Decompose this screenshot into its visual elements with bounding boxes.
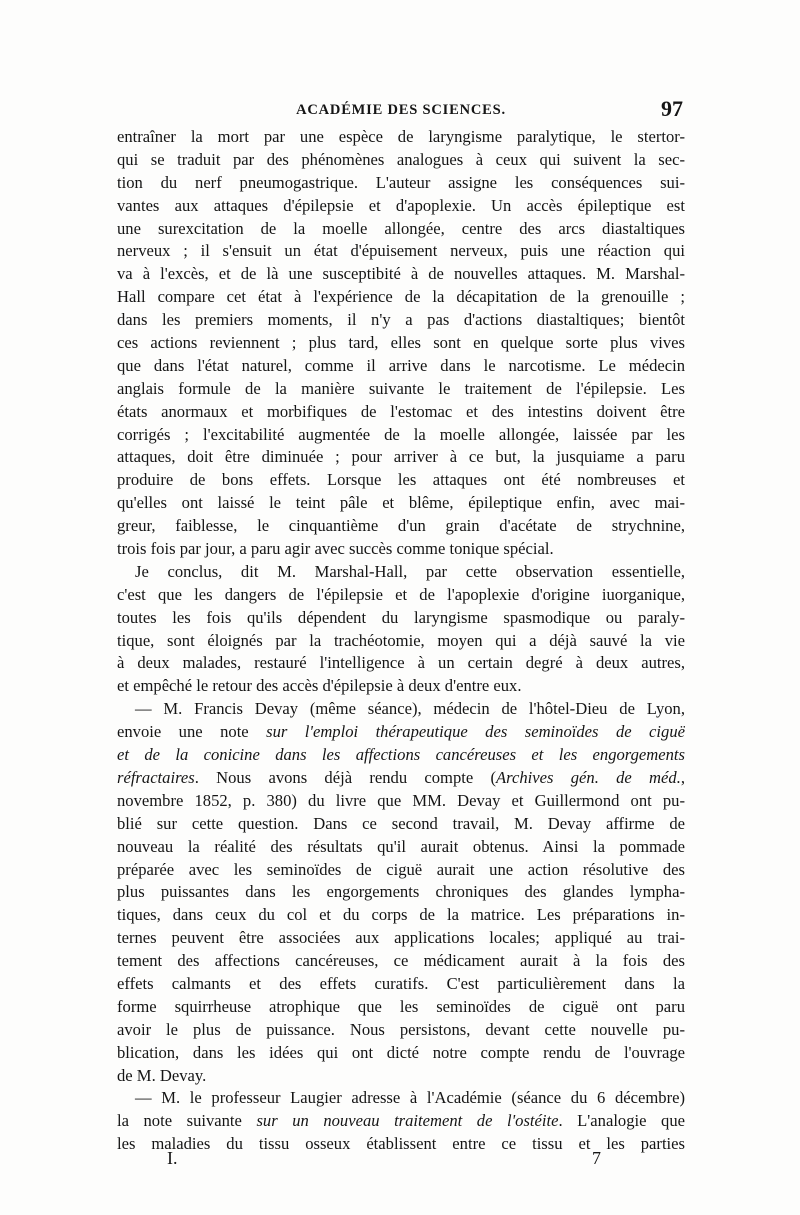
text-run: tement des affections cancéreuses, ce médicament aurait à la fois des [117,951,685,971]
text-run: que dans l'état naturel, comme il arrive dans le narcotisme. Le médecin [117,355,685,375]
text-line [117,859,685,882]
text-line [117,744,685,767]
text-line [117,218,685,241]
text-line [117,1065,685,1088]
text-run: trois fois par jour, a paru agir avec succès comme tonique spécial. [117,539,554,559]
text-run: blié sur cette question. Dans ce second travail, M. Devay affirme de [117,813,685,833]
text-run: de M. Devay. [117,1065,207,1085]
text-line [117,126,685,149]
text-line [117,904,685,927]
text-run: produire de bons effets. Lorsque les attaques ont été nombreuses et [117,470,685,490]
text-line [117,263,685,286]
text-run: toutes les fois qu'ils dépendent du laryngisme spasmodique ou paraly- [117,607,685,627]
italic-run: sur un nouveau traitement de l'ostéite [256,1111,559,1131]
italic-run: Archives gén. de méd. [496,767,681,787]
page-footer [117,1148,685,1178]
text-line [117,950,685,973]
signature-volume: I. [167,1148,178,1168]
text-run: — M. le professeur Laugier adresse à l'Académie (séance du 6 décembre) [135,1088,685,1108]
text-run: va à l'excès, et de là une susceptibité à de nouvelles attaques. M. Marshal- [117,264,685,284]
text-run: ces actions reviennent ; plus tard, elles sont en quelque sorte plus vives [117,333,685,353]
text-run: entraîner la mort par une espèce de laryngisme paralytique, le stertor- [117,127,685,146]
text-run: , [680,767,685,787]
text-run: . L'analogie que [558,1111,685,1131]
text-line [117,790,685,813]
text-run: les maladies du tissu osseux établissent entre ce tissu et les parties [117,1134,685,1154]
text-run: qu'elles ont laissé le teint pâle et blême, épileptique enfin, avec mai- [117,493,685,513]
text-line [117,836,685,859]
running-title: ACADÉMIE DES SCIENCES. [296,102,506,118]
text-line [117,767,685,790]
text-run: blication, dans les idées qui ont dicté notre compte rendu de l'ouvrage [117,1042,685,1062]
text-line [117,492,685,515]
text-run: avoir le plus de puissance. Nous persistons, devant cette nouvelle pu- [117,1019,685,1039]
text-line [117,355,685,378]
text-line [117,721,685,744]
text-line [117,538,685,561]
italic-run: sur l'emploi thérapeutique des seminoïdes de ciguë [266,722,685,742]
text-line [117,607,685,630]
text-run: — M. Francis Devay (même séance), médecin de l'hôtel-Dieu de Lyon, [135,699,685,719]
text-run: tion du nerf pneumogastrique. L'auteur assigne les conséquences sui- [117,172,685,192]
italic-run: réfractaires [117,767,195,787]
text-line [117,240,685,263]
text-line [117,424,685,447]
text-line [117,332,685,355]
text-run: forme squirrheuse atrophique que les seminoïdes de ciguë ont paru [117,996,685,1016]
text-run: à deux malades, restauré l'intelligence à un certain degré à deux autres, [117,653,685,673]
text-run: effets calmants et des effets curatifs. C'est particulièrement dans la [117,973,685,993]
text-run: tique, sont éloignés par la trachéotomie, moyen qui a déjà sauvé la vie [117,630,685,650]
text-run: c'est que les dangers de l'épilepsie et de l'apoplexie d'origine iuorganique, [117,584,685,604]
text-line [117,446,685,469]
text-run: et empêché le retour des accès d'épilepsie à deux d'entre eux. [117,676,522,696]
text-line [117,309,685,332]
text-line [117,1042,685,1065]
text-line [117,652,685,675]
text-run: ternes peuvent être associées aux applications locales; appliqué au trai- [117,928,685,948]
text-line [117,378,685,401]
text-line [117,515,685,538]
text-run: préparée avec les seminoïdes de ciguë aurait une action résolutive des [117,859,685,879]
text-run: envoie une note [117,722,267,742]
text-line [117,813,685,836]
page-header [117,96,685,126]
text-run: tiques, dans ceux du col et du corps de la matrice. Les préparations in- [117,905,685,925]
text-line [117,172,685,195]
text-line [117,698,685,721]
text-line [117,195,685,218]
text-run: dans les premiers moments, il n'y a pas d'actions diastaltiques; bientôt [117,310,685,330]
text-run: une surexcitation de la moelle allongée, centre des arcs diastaltiques [117,218,685,238]
text-line [117,584,685,607]
text-line [117,1087,685,1110]
text-run: . Nous avons déjà rendu compte ( [194,767,497,787]
text-line [117,561,685,584]
signature-sheet: 7 [592,1148,601,1168]
text-line [117,996,685,1019]
text-run: plus puissantes dans les engorgements chroniques des glandes lympha- [117,882,685,902]
text-line [117,973,685,996]
body-text [117,126,685,1156]
text-run: attaques, doit être diminuée ; pour arriver à ce but, la jusquiame a paru [117,447,685,467]
text-run: anglais formule de la manière suivante le traitement de l'épilepsie. Les [117,378,685,398]
text-run: qui se traduit par des phénomènes analogues à ceux qui suivent la sec- [117,149,685,169]
text-line [117,927,685,950]
text-line [117,286,685,309]
text-line [117,1019,685,1042]
text-run: greur, faiblesse, le cinquantième d'un grain d'acétate de strychnine, [117,516,685,536]
text-run: la note suivante [117,1111,257,1131]
text-run: corrigés ; l'excitabilité augmentée de la moelle allongée, laissée par les [117,424,685,444]
text-line [117,1110,685,1133]
text-line [117,630,685,653]
text-line [117,401,685,424]
text-run: nouveau la réalité des résultats qu'il aurait obtenus. Ainsi la pommade [117,836,685,856]
text-line [117,149,685,172]
text-line [117,675,685,698]
text-run: états anormaux et morbifiques de l'estomac et des intestins doivent être [117,401,685,421]
italic-run: et de la conicine dans les affections cancéreuses et les engorgements [117,745,685,765]
page-number: 97 [661,96,683,121]
text-run: vantes aux attaques d'épilepsie et d'apoplexie. Un accès épileptique est [117,195,685,215]
text-run: Je conclus, dit M. Marshal-Hall, par cette observation essentielle, [135,561,685,581]
text-line [117,469,685,492]
text-run: novembre 1852, p. 380) du livre que MM. Devay et Guillermond ont pu- [117,790,685,810]
text-run: nerveux ; il s'ensuit un état d'épuisement nerveux, puis une réaction qui [117,241,685,261]
text-run: Hall compare cet état à l'expérience de la décapitation de la grenouille ; [117,287,685,307]
text-line [117,881,685,904]
